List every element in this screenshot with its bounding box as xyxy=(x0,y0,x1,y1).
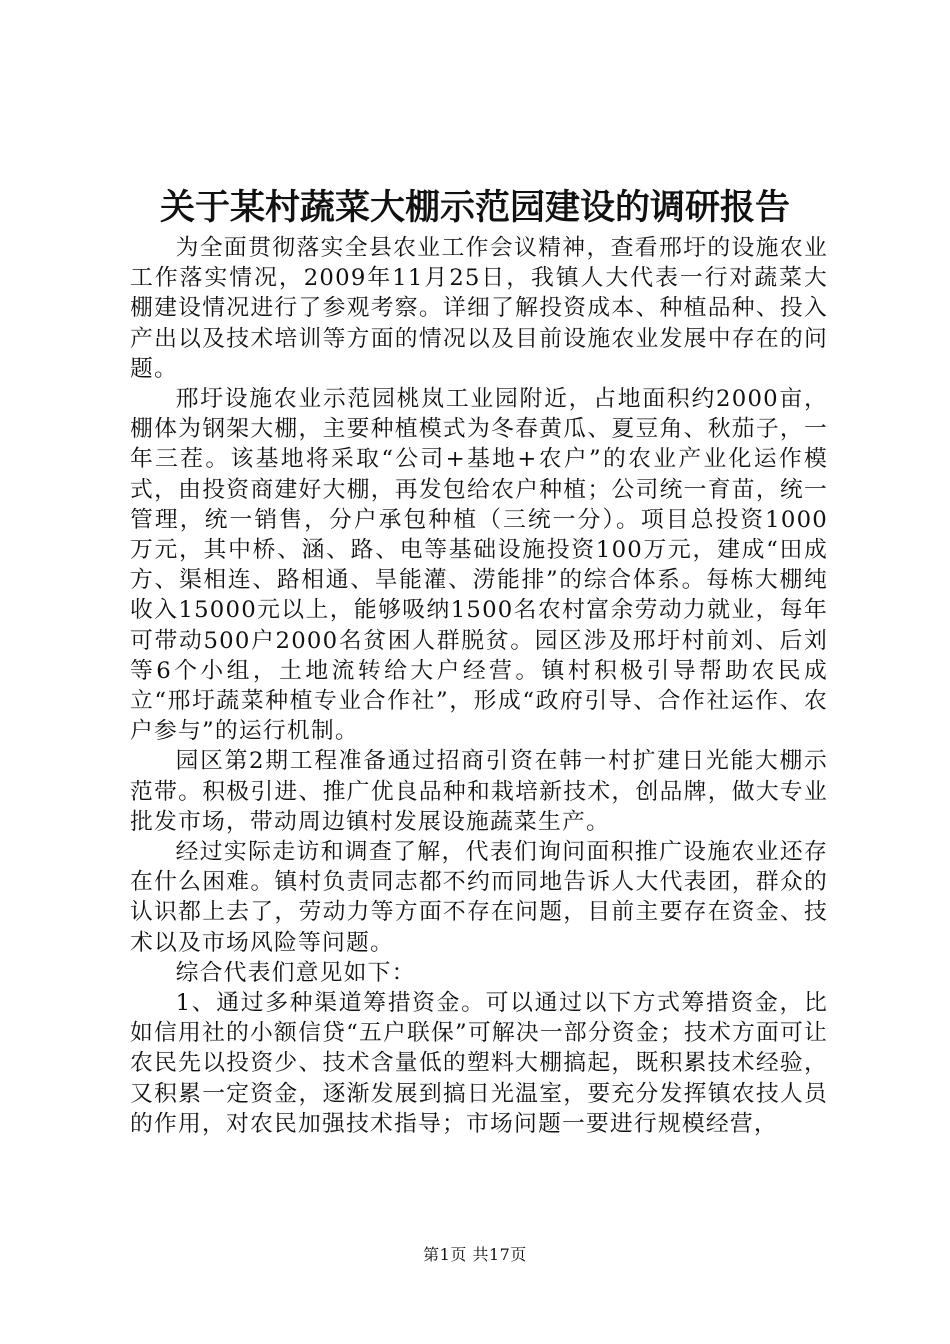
paragraph: 经过实际走访和调查了解，代表们询问面积推广设施农业还存在什么困难。镇村负责同志都不约而同地告诉人大代表团，群众的认识都上去了，劳动力等方面不存在问题，目前主要存在资金、技术以及市场风险等问题。 xyxy=(130,839,828,956)
paragraph: 为全面贯彻落实全县农业工作会议精神，查看邢圩的设施农业工作落实情况，2009年11月25日，我镇人大代表一行对蔬菜大棚建设情况进行了参观考察。详细了解投资成本、种植品种、投入产出以及技术培训等方面的情况以及目前设施农业发展中存在的问题。 xyxy=(130,235,828,382)
document-title: 关于某村蔬菜大棚示范园建设的调研报告 xyxy=(159,188,790,228)
paragraph: 综合代表们意见如下： xyxy=(175,959,416,986)
page-number-footer: 第1页 共17页 xyxy=(423,1245,527,1264)
paragraph: 邢圩设施农业示范园桃岚工业园附近，占地面积约2000亩，棚体为钢架大棚，主要种植模式为冬春黄瓜、夏豆角、秋茄子，一年三茬。该基地将采取“公司+基地+农户”的农业产业化运作模式，由投资商建好大棚，再发包给农户种植；公司统一育苗，统一管理，统一销售，分户承包种植（三统一分）。项目总投资1000万元，其中桥、涵、路、电等基础设施投资100万元，建成“田成方、渠相连、路相通、旱能灌、涝能排”的综合体系。每栋大棚纯收入15000元以上，能够吸纳1500名农村富余劳动力就业，每年可带动500户2000名贫困人群脱贫。园区涉及邢圩村前刘、后刘等6个小组，土地流转给大户经营。镇村积极引导帮助农民成立“邢圩蔬菜种植专业合作社”，形成“政府引导、合作社运作、农户参与”的运行机制。 xyxy=(130,386,828,745)
paragraph: 1、通过多种渠道筹措资金。可以通过以下方式筹措资金，比如信用社的小额信贷“五户联保”可解决一部分资金；技术方面可让农民先以投资少、技术含量低的塑料大棚搞起，既积累技术经验，又积累一定资金，逐渐发展到搞日光温室，要充分发挥镇农技人员的作用，对农民加强技术指导；市场问题一要进行规模经营， xyxy=(130,990,828,1137)
document-body xyxy=(130,233,828,1139)
paragraph: 园区第2期工程准备通过招商引资在韩一村扩建日光能大棚示范带。积极引进、推广优良品种和栽培新技术，创品牌，做大专业批发市场，带动周边镇村发展设施蔬菜生产。 xyxy=(130,748,828,835)
